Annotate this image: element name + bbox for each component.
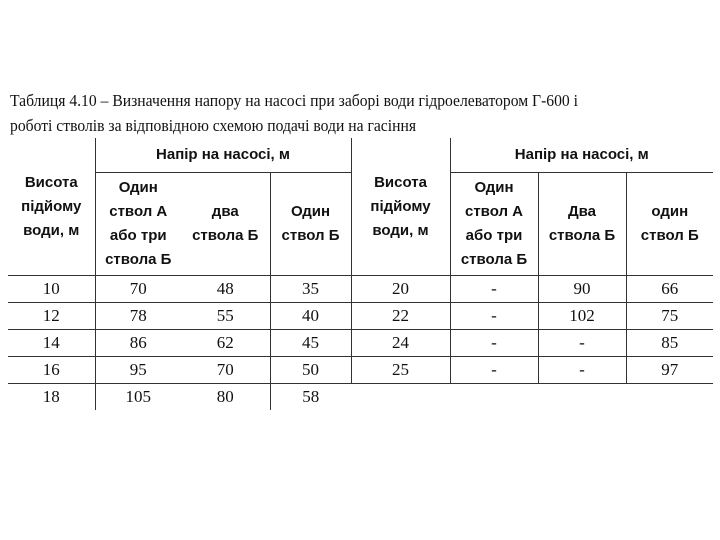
pressure-group-header-left: Напір на насосі, м [95,138,351,173]
table-row [8,357,713,384]
value-cell: 97 [626,357,713,384]
height-cell: 24 [351,330,450,357]
table-row [8,330,713,357]
value-cell: 45 [270,330,351,357]
col-header-one-b-right: один ствол Б [626,173,713,276]
value-cell: - [450,330,538,357]
value-cell: - [538,330,626,357]
table-row [8,384,713,411]
value-cell: 35 [270,276,351,303]
value-cell: 86 [95,330,181,357]
empty-cell [351,384,450,411]
height-header-right: Висота підйому води, м [351,138,450,276]
height-cell: 10 [8,276,95,303]
empty-cell [450,384,538,411]
caption-line-1: Таблиця 4.10 – Визначення напору на насосі при заборі води гідроелеватором Г-600 і [10,91,579,110]
value-cell: 90 [538,276,626,303]
value-cell: 66 [626,276,713,303]
height-cell: 20 [351,276,450,303]
value-cell: 85 [626,330,713,357]
col-header-two-b-left: два ствола Б [181,173,270,276]
col-header-one-b-left: Один ствол Б [270,173,351,276]
height-cell: 22 [351,303,450,330]
value-cell: 50 [270,357,351,384]
value-cell: 105 [95,384,181,411]
height-cell: 25 [351,357,450,384]
height-header-left: Висота підйому води, м [8,138,95,276]
height-cell: 12 [8,303,95,330]
col-header-one-a-or-three-b-right: Один ствол А або три ствола Б [450,173,538,276]
height-cell: 16 [8,357,95,384]
value-cell: - [538,357,626,384]
pump-pressure-table [8,138,713,410]
value-cell: - [450,276,538,303]
table-row [8,276,713,303]
pressure-group-header-right: Напір на насосі, м [450,138,713,173]
height-cell: 18 [42,387,60,406]
value-cell: 55 [181,303,270,330]
value-cell: 102 [538,303,626,330]
value-cell: 95 [95,357,181,384]
value-cell: 40 [270,303,351,330]
value-cell: 48 [181,276,270,303]
height-cell: 14 [8,330,95,357]
value-cell: 62 [181,330,270,357]
value-cell: 78 [95,303,181,330]
col-header-two-b-right: Два ствола Б [538,173,626,276]
empty-cell [626,384,713,411]
col-header-one-a-or-three-b-left: Один ствол А або три ствола Б [95,173,181,276]
value-cell: 80 [216,387,234,406]
value-cell: - [450,357,538,384]
caption-line-2: роботі стволів за відповідною схемою подачі води на гасіння [10,116,417,135]
value-cell: 75 [626,303,713,330]
table-row [8,303,713,330]
table-caption [10,88,656,138]
value-cell: 70 [95,276,181,303]
value-cell: 58 [270,384,351,411]
value-cell: - [450,303,538,330]
value-cell: 70 [181,357,270,384]
empty-cell [538,384,626,411]
